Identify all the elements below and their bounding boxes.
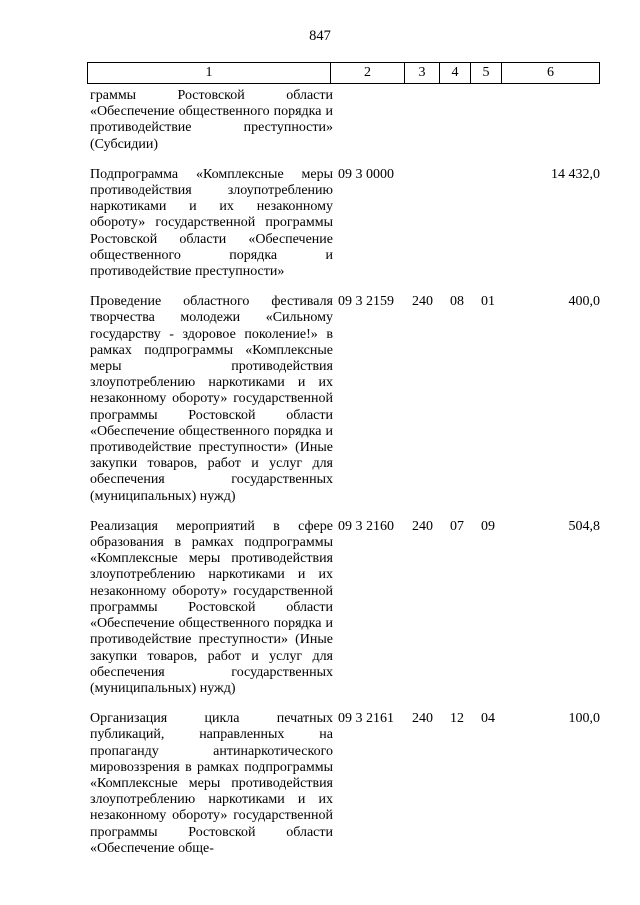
row-rz: 08 [450,294,464,310]
column-header-table [87,62,600,84]
row-code: 09 3 2159 [338,294,394,310]
column-header-5: 5 [471,63,502,84]
page-number: 847 [309,28,331,44]
table-row [90,711,602,857]
row-code: 09 3 2160 [338,518,394,534]
column-header-row [88,63,600,84]
table-row [90,88,602,153]
row-name: граммы Ростовской области «Обеспечение общественного порядка и противодействие преступности» (Субсидии) [90,88,333,152]
row-pr: 04 [481,711,495,727]
row-name: Проведение областного фестиваля творчества молодежи «Сильному государству - здоровое поколение!» в рамках подпрограммы «Комплексные меры противодействия злоупотреблению наркотиками и их незаконному обороту» государственной программы Ростовской области «Обеспечение общественного порядка и противодействие преступности» (Иные закупки товаров, работ и услуг для обеспечения государственных (муниципальных) нужд) [90,294,333,504]
column-header-4: 4 [440,63,471,84]
row-code: 09 3 0000 [338,166,394,182]
row-pr: 09 [481,518,495,534]
row-rz: 07 [450,518,464,534]
row-rz: 12 [450,711,464,727]
row-amount: 100,0 [568,711,600,727]
row-amount: 14 432,0 [551,166,600,182]
table-row [90,167,602,280]
table-body [90,88,602,871]
row-vr: 240 [412,294,433,310]
column-header-6: 6 [502,63,600,84]
row-amount: 504,8 [568,518,600,534]
column-header-3: 3 [405,63,440,84]
table-row [90,294,602,505]
row-name: Организация цикла печатных публикаций, направленных на пропаганду антинаркотического мировоззрения в рамках подпрограммы «Комплексные меры противодействия злоупотреблению наркотиками и их незаконному обороту» государственной программы Ростовской области «Обеспечение обще- [90,711,333,856]
column-header-1: 1 [88,63,331,84]
row-pr: 01 [481,294,495,310]
column-header-2: 2 [331,63,405,84]
table-row [90,519,602,697]
row-vr: 240 [412,518,433,534]
row-vr: 240 [412,711,433,727]
row-amount: 400,0 [568,294,600,310]
row-name: Реализация мероприятий в сфере образования в рамках подпрограммы «Комплексные меры противодействия злоупотреблению наркотиками и их незаконному обороту» государственной программы Ростовской области «Обеспечение общественного порядка и противодействие преступности» (Иные закупки товаров, работ и услуг для обеспечения государственных (муниципальных) нужд) [90,518,333,696]
row-code: 09 3 2161 [338,711,394,727]
row-name: Подпрограмма «Комплексные меры противодействия злоупотреблению наркотиками и их незаконному обороту» государственной программы Ростовской области «Обеспечение общественного порядка и противодействие преступности» [90,166,333,280]
